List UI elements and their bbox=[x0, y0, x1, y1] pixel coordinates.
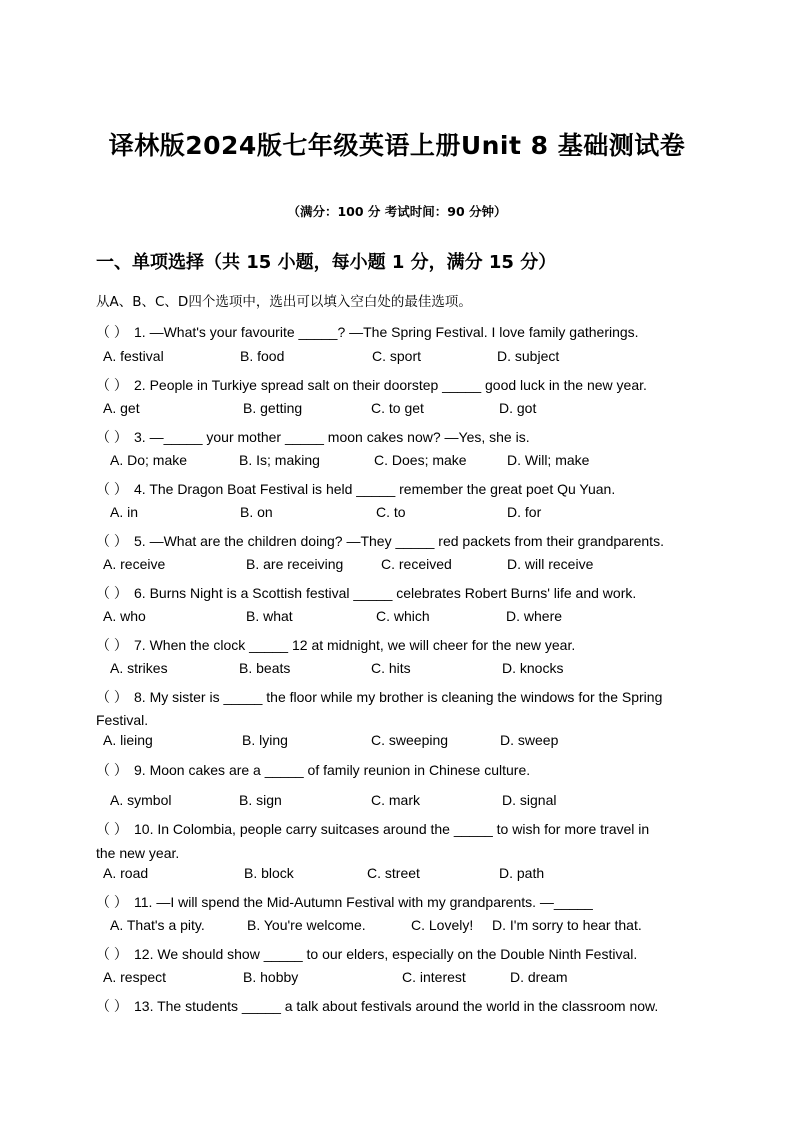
option-b: B. lying bbox=[242, 732, 288, 748]
question-3 bbox=[96, 427, 530, 447]
question-stem: 11. —I will spend the Mid-Autumn Festival with my grandparents. —_____ bbox=[134, 894, 593, 910]
option-d: D. Will; make bbox=[507, 452, 590, 468]
option-a: A. That's a pity. bbox=[110, 917, 205, 933]
option-a: A. respect bbox=[103, 969, 167, 985]
option-c: C. to get bbox=[371, 400, 424, 416]
answer-blank[interactable]: （ ） bbox=[96, 377, 128, 393]
option-d: D. for bbox=[507, 504, 542, 520]
question-12 bbox=[96, 944, 637, 964]
question-stem: 2. People in Turkiye spread salt on their doorstep _____ good luck in the new year. bbox=[134, 377, 647, 393]
question-stem-continued: Festival. bbox=[96, 712, 149, 728]
option-a: A. road bbox=[103, 865, 149, 881]
option-b: B. Is; making bbox=[239, 452, 320, 468]
question-stem: 13. The students _____ a talk about festivals around the world in the classroom now. bbox=[134, 998, 659, 1014]
option-a: A. lieing bbox=[103, 732, 153, 748]
question-stem-continued: the new year. bbox=[96, 845, 180, 861]
question-7 bbox=[96, 635, 575, 655]
question-10 bbox=[96, 819, 649, 839]
option-d: D. got bbox=[499, 400, 537, 416]
option-c: C. to bbox=[376, 504, 406, 520]
option-b: B. on bbox=[240, 504, 273, 520]
question-8 bbox=[96, 687, 662, 707]
answer-blank[interactable]: （ ） bbox=[96, 481, 128, 497]
question-stem: 1. —What's your favourite _____? —The Spring Festival. I love family gatherings. bbox=[134, 324, 639, 340]
answer-blank[interactable]: （ ） bbox=[96, 762, 128, 778]
option-b: B. beats bbox=[239, 660, 291, 676]
answer-blank[interactable]: （ ） bbox=[96, 946, 128, 962]
option-b: B. sign bbox=[239, 792, 282, 808]
option-c: C. Does; make bbox=[374, 452, 467, 468]
option-b: B. You're welcome. bbox=[247, 917, 366, 933]
option-c: C. received bbox=[381, 556, 452, 572]
question-13 bbox=[96, 996, 658, 1016]
page-title: 译林版2024版七年级英语上册Unit 8 基础测试卷 bbox=[108, 131, 686, 160]
option-a: A. strikes bbox=[110, 660, 168, 676]
question-2 bbox=[96, 375, 647, 395]
option-c: C. interest bbox=[402, 969, 466, 985]
section-instruction: 从A、B、C、D四个选项中，选出可以填入空白处的最佳选项。 bbox=[96, 294, 472, 310]
answer-blank[interactable]: （ ） bbox=[96, 998, 128, 1014]
option-c: C. mark bbox=[371, 792, 420, 808]
section-heading: 一、单项选择（共 15 小题，每小题 1 分，满分 15 分） bbox=[96, 252, 557, 273]
option-c: C. sweeping bbox=[371, 732, 449, 748]
option-a: A. in bbox=[110, 504, 139, 520]
question-stem: 8. My sister is _____ the floor while my brother is cleaning the windows for the Spring bbox=[134, 689, 663, 705]
option-d: D. signal bbox=[502, 792, 557, 808]
option-a: A. receive bbox=[103, 556, 166, 572]
answer-blank[interactable]: （ ） bbox=[96, 324, 128, 340]
option-b: B. are receiving bbox=[246, 556, 344, 572]
option-b: B. food bbox=[240, 348, 285, 364]
answer-blank[interactable]: （ ） bbox=[96, 533, 128, 549]
answer-blank[interactable]: （ ） bbox=[96, 429, 128, 445]
option-d: D. where bbox=[506, 608, 563, 624]
question-stem: 5. —What are the children doing? —They _____ red packets from their grandparents. bbox=[134, 533, 664, 549]
option-a: A. get bbox=[103, 400, 140, 416]
option-b: B. hobby bbox=[243, 969, 299, 985]
answer-blank[interactable]: （ ） bbox=[96, 689, 128, 705]
question-stem: 6. Burns Night is a Scottish festival _____ celebrates Robert Burns' life and work. bbox=[134, 585, 637, 601]
question-stem: 3. —_____ your mother _____ moon cakes now? —Yes, she is. bbox=[134, 429, 530, 445]
option-d: D. knocks bbox=[502, 660, 564, 676]
question-stem: 7. When the clock _____ 12 at midnight, we will cheer for the new year. bbox=[134, 637, 576, 653]
option-d: D. path bbox=[499, 865, 545, 881]
option-c: C. hits bbox=[371, 660, 411, 676]
question-11 bbox=[96, 892, 593, 912]
option-b: B. getting bbox=[243, 400, 303, 416]
option-a: A. who bbox=[103, 608, 146, 624]
option-b: B. what bbox=[246, 608, 293, 624]
option-d: D. subject bbox=[497, 348, 560, 364]
question-4 bbox=[96, 479, 615, 499]
option-c: C. street bbox=[367, 865, 420, 881]
answer-blank[interactable]: （ ） bbox=[96, 637, 128, 653]
option-d: D. sweep bbox=[500, 732, 559, 748]
question-stem: 4. The Dragon Boat Festival is held _____ remember the great poet Qu Yuan. bbox=[134, 481, 616, 497]
option-c: C. Lovely! bbox=[411, 917, 474, 933]
question-5 bbox=[96, 531, 664, 551]
answer-blank[interactable]: （ ） bbox=[96, 585, 128, 601]
question-stem: 9. Moon cakes are a _____ of family reunion in Chinese culture. bbox=[134, 762, 531, 778]
option-a: A. Do; make bbox=[110, 452, 188, 468]
answer-blank[interactable]: （ ） bbox=[96, 821, 128, 837]
question-stem: 12. We should show _____ to our elders, especially on the Double Ninth Festival. bbox=[134, 946, 638, 962]
question-6 bbox=[96, 583, 636, 603]
option-a: A. festival bbox=[103, 348, 164, 364]
option-c: C. which bbox=[376, 608, 430, 624]
option-d: D. I'm sorry to hear that. bbox=[492, 917, 642, 933]
question-9 bbox=[96, 760, 530, 780]
option-d: D. will receive bbox=[507, 556, 594, 572]
question-stem: 10. In Colombia, people carry suitcases around the _____ to wish for more travel in bbox=[134, 821, 650, 837]
answer-blank[interactable]: （ ） bbox=[96, 894, 128, 910]
option-b: B. block bbox=[244, 865, 294, 881]
option-c: C. sport bbox=[372, 348, 422, 364]
option-a: A. symbol bbox=[110, 792, 172, 808]
question-1 bbox=[96, 322, 639, 342]
option-d: D. dream bbox=[510, 969, 568, 985]
exam-info: （满分：100 分 考试时间：90 分钟） bbox=[287, 204, 507, 219]
